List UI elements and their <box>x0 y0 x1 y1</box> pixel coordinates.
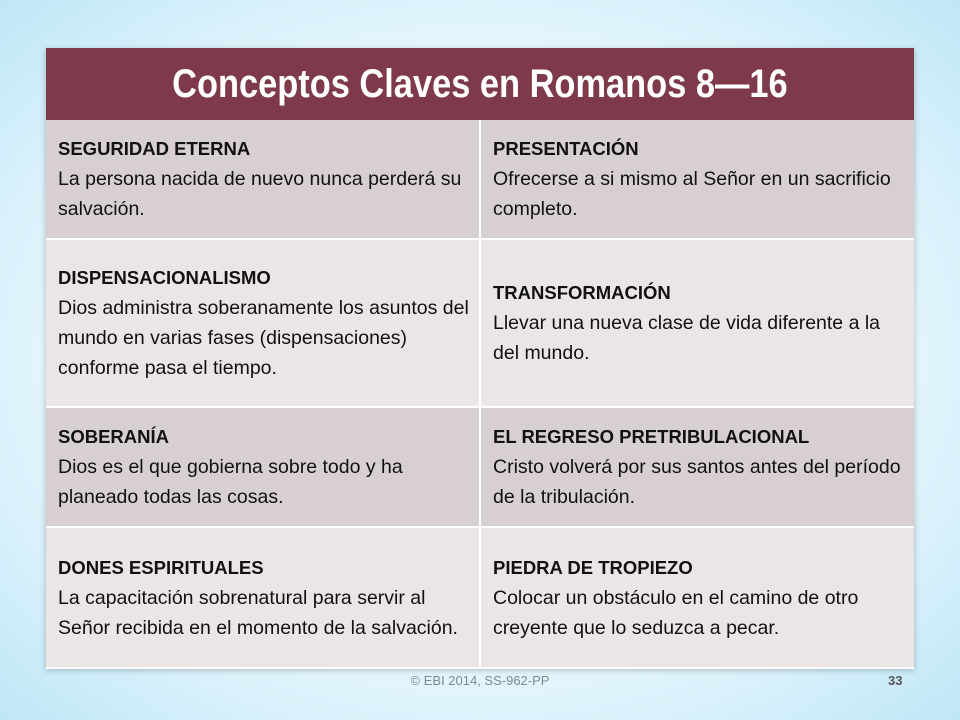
concept-definition: Cristo volverá por sus santos antes del período de la tribulación. <box>493 456 901 508</box>
concept-cell-highlighted <box>46 527 480 668</box>
concept-definition: Llevar una nueva clase de vida diferente a la del mundo. <box>493 312 881 364</box>
slide-title: Conceptos Claves en Romanos 8—16 <box>172 61 788 106</box>
concept-term: SEGURIDAD ETERNA <box>58 138 251 159</box>
table-row <box>46 239 914 407</box>
page-number: 33 <box>888 673 903 688</box>
concept-term: TRANSFORMACIÓN <box>493 282 671 303</box>
concept-cell <box>480 407 914 527</box>
slide-card <box>46 48 914 668</box>
concept-definition: La persona nacida de nuevo nunca perderá su salvación. <box>58 168 462 220</box>
concept-definition: Dios es el que gobierna sobre todo y ha planeado todas las cosas. <box>58 456 403 508</box>
table-row <box>46 527 914 668</box>
concept-cell <box>480 120 914 239</box>
concept-definition: Colocar un obstáculo en el camino de otro creyente que lo seduzca a pecar. <box>493 586 859 639</box>
concept-cell <box>46 239 480 407</box>
concept-cell <box>46 407 480 527</box>
concept-term: DONES ESPIRITUALES <box>58 556 264 578</box>
concept-term: EL REGRESO PRETRIBULACIONAL <box>493 426 810 447</box>
concept-cell <box>480 239 914 407</box>
concept-term: PIEDRA DE TROPIEZO <box>493 556 693 578</box>
concept-term: DISPENSACIONALISMO <box>58 267 271 288</box>
concept-term: PRESENTACIÓN <box>493 138 639 159</box>
concept-definition: Ofrecerse a si mismo al Señor en un sacrificio completo. <box>493 168 891 220</box>
table-row <box>46 120 914 239</box>
concept-cell <box>46 120 480 239</box>
concept-cell <box>480 527 914 668</box>
title-bar <box>46 48 914 120</box>
table-row <box>46 407 914 527</box>
concept-term: SOBERANÍA <box>58 426 170 447</box>
concept-definition: Dios administra soberanamente los asuntos del mundo en varias fases (dispensaciones) conforme pasa el tiempo. <box>58 297 469 379</box>
concepts-table <box>46 120 914 669</box>
concept-definition: La capacitación sobrenatural para servir al Señor recibida en el momento de la salvación. <box>58 586 458 639</box>
copyright-footer: © EBI 2014, SS-962-PP <box>410 673 550 688</box>
